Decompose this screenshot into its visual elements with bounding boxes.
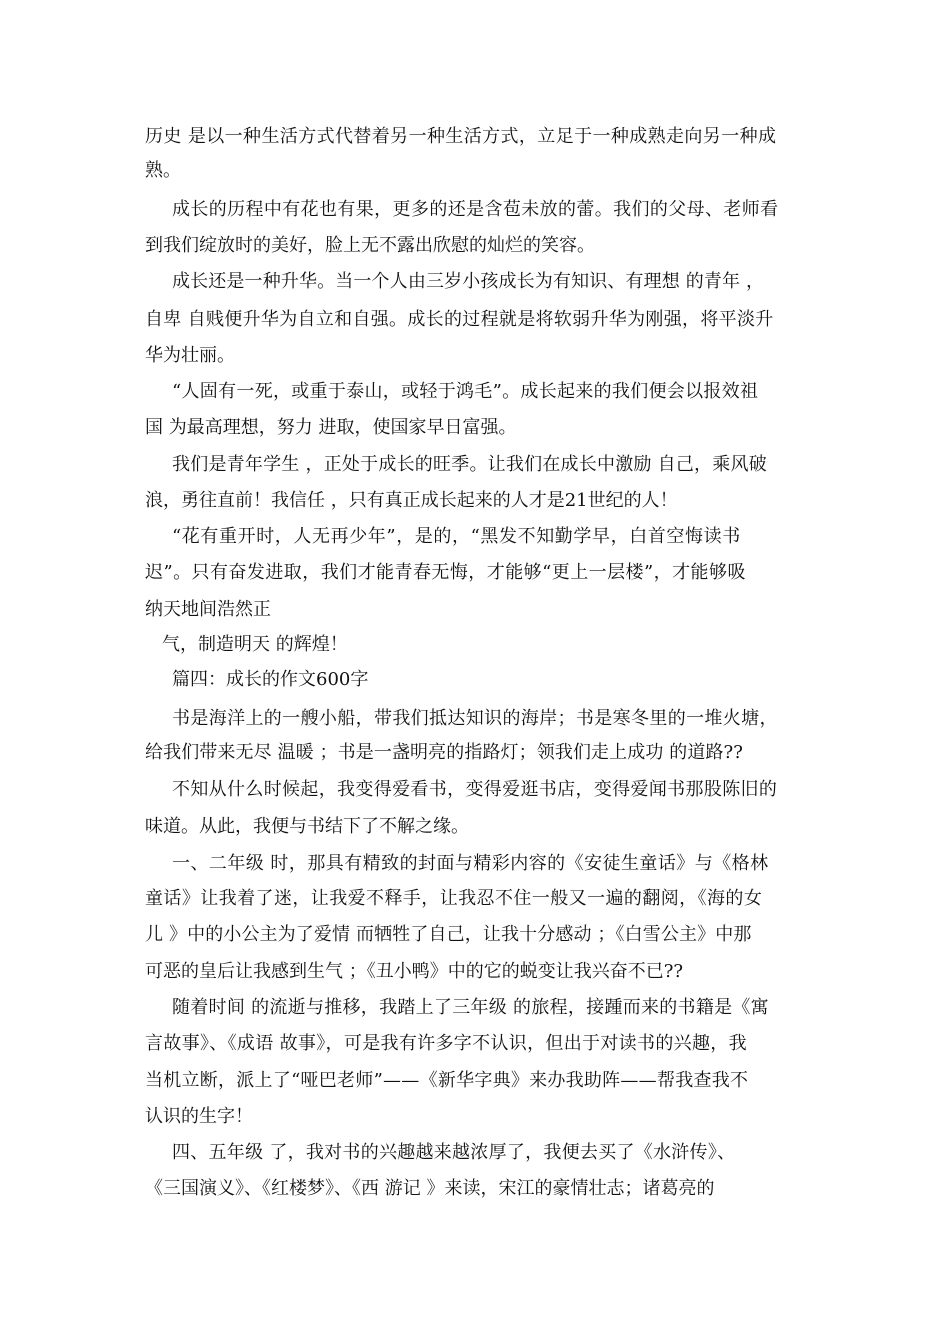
- text-line: 到我们绽放时的美好，脸上无不露出欣慰的灿烂的笑容。: [145, 235, 595, 256]
- text-line: 童话》让我着了迷，让我爱不释手，让我忍不住一般又一遍的翻阅，《海的女: [145, 888, 763, 909]
- text-line: 儿 》中的小公主为了爱情 而牺牲了自己，让我十分感动 ；《白雪公主》中那: [145, 924, 752, 945]
- text-line: 迟”。只有奋发进取，我们才能青春无悔，才能够“更上一层楼”，才能够吸: [145, 562, 746, 583]
- text-line: 味道。从此，我便与书结下了不解之缘。: [145, 816, 469, 837]
- text-line: 华为壮丽。: [145, 345, 235, 366]
- text-line: 当机立断，派上了“哑巴老师”——《新华字典》来办我助阵——帮我查我不: [145, 1070, 749, 1091]
- text-line: 言故事》、《成语 故事》，可是我有许多字不认识，但出于对读书的兴趣，我: [145, 1033, 747, 1054]
- text-line: 《三国演义》、《红楼梦》、《西 游记 》来读，宋江的豪情壮志；诸葛亮的: [145, 1178, 715, 1199]
- text-line: 可恶的皇后让我感到生气 ；《丑小鸭》中的它的蜕变让我兴奋不已??: [145, 961, 684, 982]
- text-line: 自卑 自贱便升华为自立和自强。成长的过程就是将软弱升华为刚强，将平淡升: [145, 309, 774, 330]
- text-line: 认识的生字！: [145, 1106, 253, 1127]
- text-line: 国 为最高理想，努力 进取，使国家早日富强。: [145, 417, 517, 438]
- text-line: “人固有一死，或重于泰山，或轻于鸿毛”。成长起来的我们便会以报效祖: [172, 381, 759, 402]
- text-line: 不知从什么时候起，我变得爱看书，变得爱逛书店，变得爱闻书那股陈旧的: [172, 779, 778, 800]
- text-line: 气，制造明天 的辉煌！: [162, 634, 348, 655]
- text-line: 我们是青年学生 ，正处于成长的旺季。让我们在成长中激励 自己，乘风破: [172, 454, 767, 475]
- section-heading: 篇四：成长的作文600字: [172, 669, 369, 690]
- text-line: 给我们带来无尽 温暖 ；书是一盏明亮的指路灯；领我们走上成功 的道路??: [145, 742, 744, 763]
- text-line: 四、五年级 了，我对书的兴趣越来越浓厚了，我便去买了《水浒传》、: [172, 1142, 736, 1163]
- text-line: 书是海洋上的一艘小船，带我们抵达知识的海岸；书是寒冬里的一堆火塘，: [172, 708, 778, 729]
- text-line: 成长的历程中有花也有果，更多的还是含苞未放的蕾。我们的父母、老师看: [172, 199, 779, 220]
- text-line: “花有重开时，人无再少年”，是的，“黑发不知勤学早，白首空悔读书: [172, 526, 741, 547]
- text-line: 熟。: [145, 160, 181, 181]
- text-line: 历史 是以一种生活方式代替着另一种生活方式，立足于一种成熟走向另一种成: [145, 126, 777, 147]
- text-line: 纳天地间浩然正: [145, 599, 271, 620]
- text-line: 成长还是一种升华。当一个人由三岁小孩成长为有知识、有理想 的青年 ，: [172, 271, 765, 292]
- text-line: 一、二年级 时，那具有精致的封面与精彩内容的《安徒生童话》与《格林: [172, 853, 769, 874]
- text-line: 浪，勇往直前！我信任 ，只有真正成长起来的人才是21世纪的人！: [145, 490, 678, 511]
- text-line: 随着时间 的流逝与推移，我踏上了三年级 的旅程，接踵而来的书籍是《寓: [172, 997, 769, 1018]
